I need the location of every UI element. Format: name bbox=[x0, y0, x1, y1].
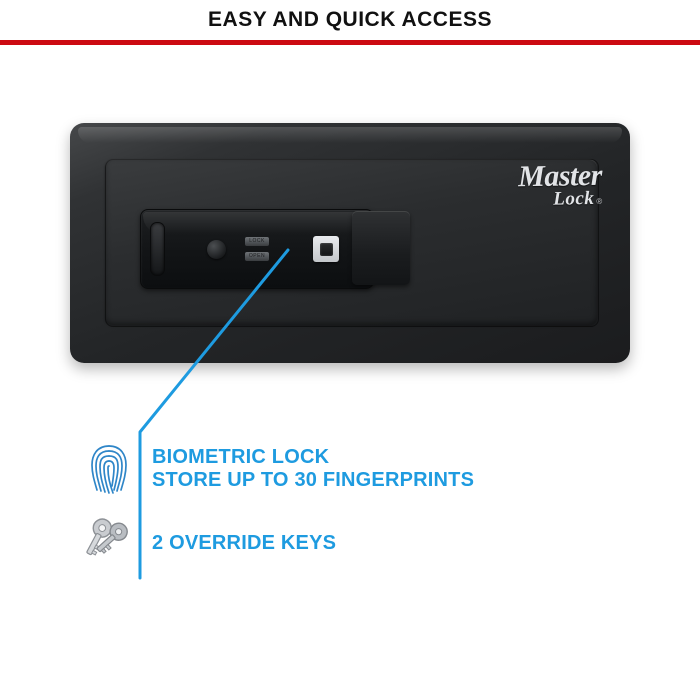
safe-top-highlight bbox=[78, 127, 622, 143]
page-title: EASY AND QUICK ACCESS bbox=[208, 8, 492, 31]
feature-biometric-line-1: BIOMETRIC LOCK bbox=[152, 446, 330, 468]
registered-trademark-icon: ® bbox=[596, 196, 603, 206]
feature-keys-text bbox=[152, 532, 336, 555]
feature-biometric-line-2: STORE UP TO 30 FINGERPRINTS bbox=[152, 469, 475, 491]
safe-handle[interactable] bbox=[352, 211, 410, 285]
feature-override-keys bbox=[80, 512, 600, 574]
led-open-indicator: OPEN bbox=[245, 252, 269, 261]
master-lock-logo bbox=[467, 158, 603, 210]
header-banner bbox=[0, 0, 700, 40]
lock-control-plate bbox=[140, 209, 374, 289]
brand-name-master: Master bbox=[517, 158, 603, 194]
key-override-slot[interactable] bbox=[151, 223, 164, 275]
dial-knob[interactable] bbox=[207, 240, 226, 259]
plate-sheen bbox=[143, 212, 371, 234]
feature-biometric-lock bbox=[80, 438, 600, 500]
led-indicator-group bbox=[245, 237, 285, 267]
feature-biometric-text bbox=[152, 446, 474, 492]
fingerprint-sensor[interactable] bbox=[313, 236, 339, 262]
brand-name-lock: Lock bbox=[553, 187, 595, 210]
feature-list bbox=[80, 438, 600, 586]
header-divider bbox=[0, 40, 700, 45]
fingerprint-sensor-window bbox=[320, 243, 333, 256]
feature-keys-line-1: 2 OVERRIDE KEYS bbox=[152, 531, 337, 554]
led-lock-indicator: LOCK bbox=[245, 237, 269, 246]
fingerprint-icon bbox=[80, 438, 138, 500]
safe-product-image bbox=[70, 123, 630, 363]
keys-icon bbox=[80, 512, 138, 574]
